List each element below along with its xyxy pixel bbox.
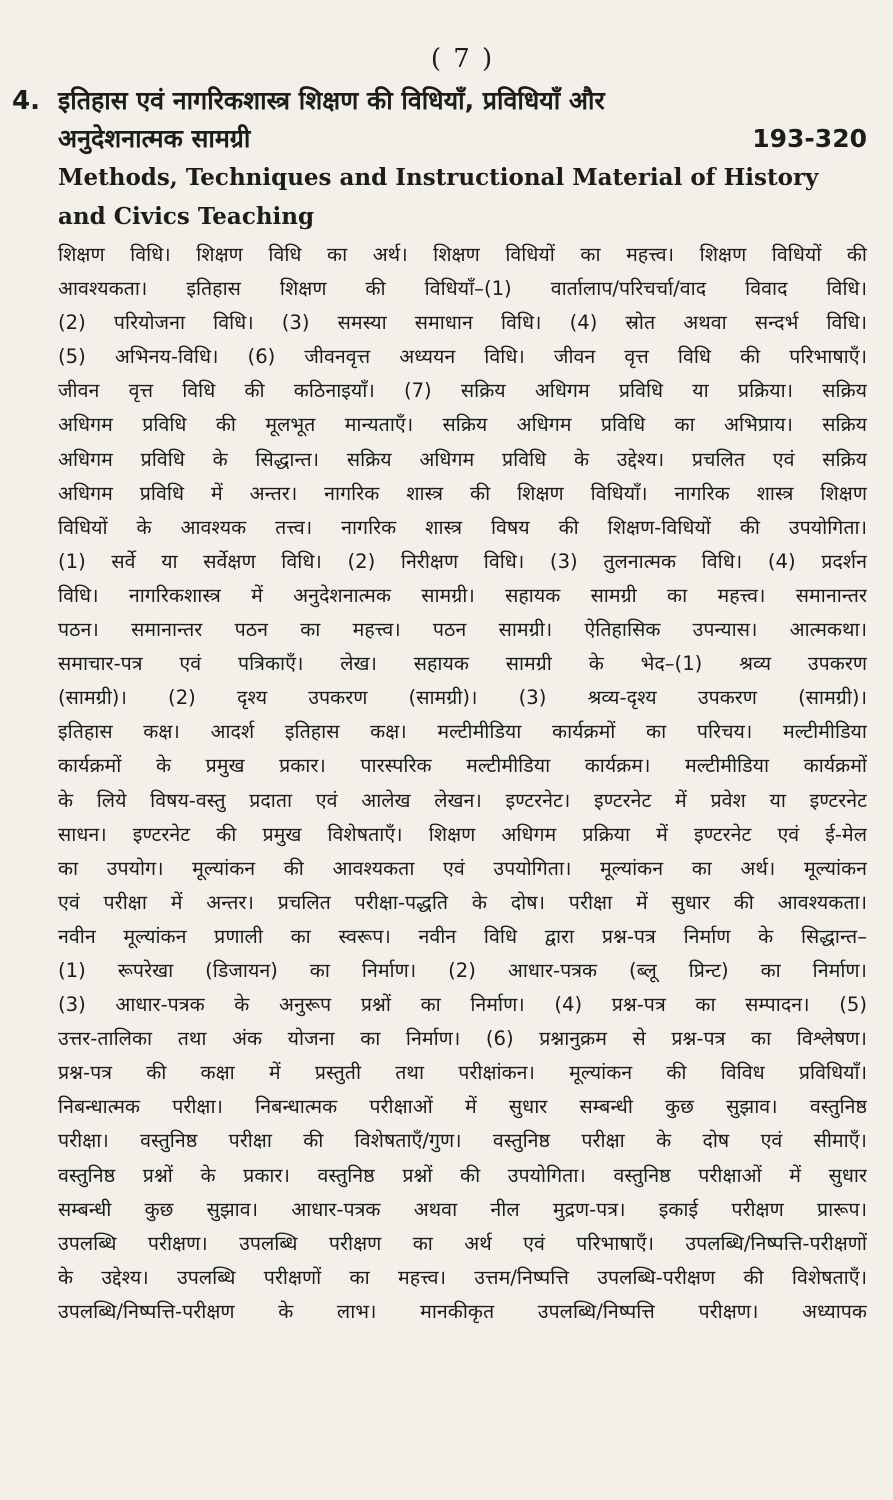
hindi-title-line1: इतिहास एवं नागरिकशास्त्र शिक्षण की विधियाँ, प्रविधियाँ और: [58, 86, 605, 115]
content-line: (1) सर्वे या सर्वेक्षण विधि। (2) निरीक्षण विधि। (3) तुलनात्मक विधि। (4) प्रदर्शन: [58, 549, 867, 573]
content-line: (1) रूपरेखा (डिजायन) का निर्माण। (2) आधार-पत्रक (ब्लू प्रिन्ट) का निर्माण।: [58, 958, 867, 982]
hindi-title-line2-row: [58, 120, 867, 158]
content-line: अधिगम प्रविधि में अन्तर। नागरिक शास्त्र की शिक्षण विधियाँ। नागरिक शास्त्र शिक्षण: [58, 481, 867, 505]
english-title-line2: and Civics Teaching: [58, 203, 315, 230]
content-line: परीक्षा। वस्तुनिष्ठ परीक्षा की विशेषताएँ/गुण। वस्तुनिष्ठ परीक्षा के दोष एवं सीमाएँ।: [58, 1129, 867, 1153]
content-line: का उपयोग। मूल्यांकन की आवश्यकता एवं उपयोगिता। मूल्यांकन का अर्थ। मूल्यांकन: [58, 856, 867, 880]
content-line: एवं परीक्षा में अन्तर। प्रचलित परीक्षा-पद्धति के दोष। परीक्षा में सुधार की आवश्यकता।: [58, 890, 867, 914]
hindi-title-line2: अनुदेशनात्मक सामग्री: [58, 124, 251, 153]
content-line: प्रश्न-पत्र की कक्षा में प्रस्तुती तथा परीक्षांकन। मूल्यांकन की विविध प्रविधियाँ।: [58, 1061, 867, 1085]
content-line: साधन। इण्टरनेट की प्रमुख विशेषताएँ। शिक्षण अधिगम प्रक्रिया में इण्टरनेट एवं ई-मेल: [58, 822, 867, 846]
content-line: विधियों के आवश्यक तत्त्व। नागरिक शास्त्र विषय की शिक्षण-विधियों की उपयोगिता।: [58, 515, 867, 539]
content-line: (2) परियोजना विधि। (3) समस्या समाधान विधि। (4) स्रोत अथवा सन्दर्भ विधि।: [58, 311, 867, 335]
content-line: कार्यक्रमों के प्रमुख प्रकार। पारस्परिक मल्टीमीडिया कार्यक्रम। मल्टीमीडिया कार्यक्रमों: [58, 754, 867, 778]
page-range: 193-320: [752, 124, 867, 153]
content-line: (3) आधार-पत्रक के अनुरूप प्रश्नों का निर्माण। (4) प्रश्न-पत्र का सम्पादन। (5): [58, 993, 867, 1017]
content-line: आवश्यकता। इतिहास शिक्षण की विधियाँ–(1) वार्तालाप/परिचर्चा/वाद विवाद विधि।: [58, 277, 867, 301]
content-line: नवीन मूल्यांकन प्रणाली का स्वरूप। नवीन विधि द्वारा प्रश्न-पत्र निर्माण के सिद्धान्त–: [58, 924, 867, 948]
chapter-heading: [12, 82, 867, 236]
content-line: इतिहास कक्ष। आदर्श इतिहास कक्ष। मल्टीमीडिया कार्यक्रमों का परिचय। मल्टीमीडिया: [58, 720, 867, 744]
content-line: के लिये विषय-वस्तु प्रदाता एवं आलेख लेखन। इण्टरनेट। इण्टरनेट में प्रवेश या इण्टरनेट: [58, 788, 867, 812]
content-line: (सामग्री)। (2) दृश्य उपकरण (सामग्री)। (3) श्रव्य-दृश्य उपकरण (सामग्री)।: [58, 686, 867, 710]
chapter-contents-paragraph: [58, 238, 867, 1329]
content-line: उत्तर-तालिका तथा अंक योजना का निर्माण। (6) प्रश्नानुक्रम से प्रश्न-पत्र का विश्लेषण।: [58, 1027, 867, 1051]
content-line: उपलब्धि परीक्षण। उपलब्धि परीक्षण का अर्थ एवं परिभाषाएँ। उपलब्धि/निष्पत्ति-परीक्षणों: [58, 1231, 867, 1255]
content-line: उपलब्धि/निष्पत्ति-परीक्षण के लाभ। मानकीकृत उपलब्धि/निष्पत्ति परीक्षण। अध्यापक: [58, 1299, 867, 1323]
content-line: वस्तुनिष्ठ प्रश्नों के प्रकार। वस्तुनिष्ठ प्रश्नों की उपयोगिता। वस्तुनिष्ठ परीक्षाओं में सुधार: [58, 1163, 867, 1187]
content-line: अधिगम प्रविधि के सिद्धान्त। सक्रिय अधिगम प्रविधि के उद्देश्य। प्रचलित एवं सक्रिय: [58, 447, 867, 471]
content-line: पठन। समानान्तर पठन का महत्त्व। पठन सामग्री। ऐतिहासिक उपन्यास। आत्मकथा।: [58, 618, 867, 642]
content-line: जीवन वृत्त विधि की कठिनाइयाँ। (7) सक्रिय अधिगम प्रविधि या प्रक्रिया। सक्रिय: [58, 379, 867, 403]
english-title-line1: Methods, Techniques and Instructional Material of History: [58, 164, 819, 191]
page-number: ( 7 ): [430, 44, 495, 74]
content-line: अधिगम प्रविधि की मूलभूत मान्यताएँ। सक्रिय अधिगम प्रविधि का अभिप्राय। सक्रिय: [58, 413, 867, 437]
content-line: शिक्षण विधि। शिक्षण विधि का अर्थ। शिक्षण विधियों का महत्त्व। शिक्षण विधियों की: [58, 243, 867, 266]
content-line: समाचार-पत्र एवं पत्रिकाएँ। लेख। सहायक सामग्री के भेद–(1) श्रव्य उपकरण: [58, 652, 867, 676]
content-line: निबन्धात्मक परीक्षा। निबन्धात्मक परीक्षाओं में सुधार सम्बन्धी कुछ सुझाव। वस्तुनिष्ठ: [58, 1095, 867, 1119]
content-line: के उद्देश्य। उपलब्धि परीक्षणों का महत्त्व। उत्तम/निष्पत्ति उपलब्धि-परीक्षण की विशेषताएँ।: [58, 1265, 867, 1289]
content-line: (5) अभिनय-विधि। (6) जीवनवृत्त अध्ययन विधि। जीवन वृत्त विधि की परिभाषाएँ।: [58, 345, 867, 369]
content-line: विधि। नागरिकशास्त्र में अनुदेशनात्मक सामग्री। सहायक सामग्री का महत्त्व। समानान्तर: [58, 583, 867, 607]
chapter-number: 4.: [12, 86, 40, 116]
content-line: सम्बन्धी कुछ सुझाव। आधार-पत्रक अथवा नील मुद्रण-पत्र। इकाई परीक्षण प्रारूप।: [58, 1197, 867, 1221]
